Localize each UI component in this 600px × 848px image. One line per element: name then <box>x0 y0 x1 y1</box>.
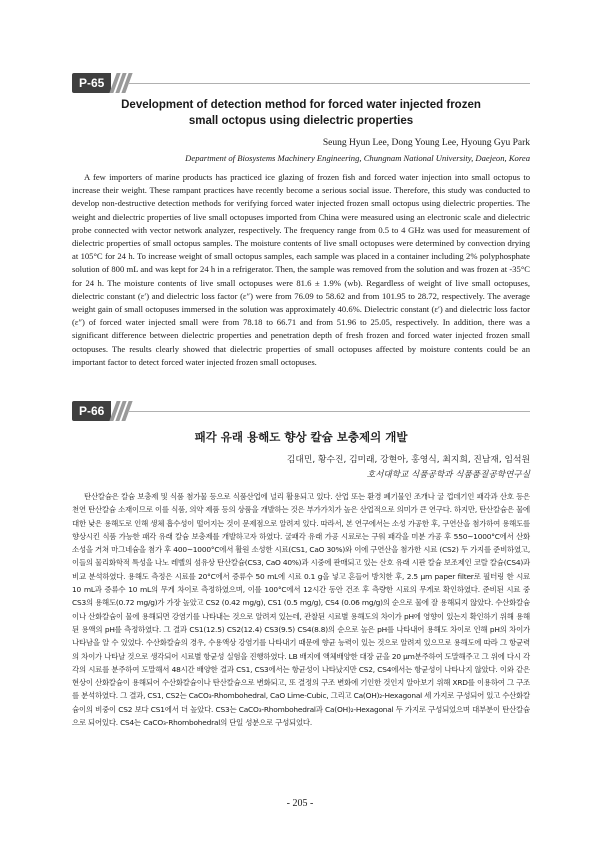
section-divider <box>128 83 530 84</box>
paper-title-line1: Development of detection method for forced water injected frozen <box>121 99 481 111</box>
paper-affiliation: Department of Biosystems Machinery Engineering, Chungnam National University, Daejeon, Korea <box>185 153 530 163</box>
section-tag-p65 <box>72 73 129 93</box>
paper-abstract: A few importers of marine products has practiced ice glazing of frozen fish and forced water injection into small octopus to increase their weight. These rampant practices have recently become a serious social issue. Therefore, this study was conducted to develop non-destructive detection methods for verifying forced water injected frozen small octopus using dielectric properties. The weight and dielectric properties of live small octopuses imported from China were measured using an electronic scale and dielectric probe connected with vector network analyzer, respectively. The frequency range from 0.5 to 4 GHz was used for measurement of dielectric properties of small octopus samples. The moisture contents of live small octopuses were determined by convection drying at 105°C for 24 h. To increase weight of small octopus samples, each sample was placed in a container including 2% polyphosphate solution of 800 mL and was kept for 24 h in a refrigerator. Then, the sample was removed from the solution and was frozen at -35°C for 24 h. The moisture contents of live small octopuses were 81.6 ± 1.9% (wb). Regardless of weight of live small octopuses, dielectric constant (ε′) and dielectric loss factor (ε″) were from 76.09 to 58.62 and from 101.95 to 28.72, respectively. The average weight gain of small octopuses immersed in the solution was approximately 40.6%. Dielectric constant (ε′) and dielectric loss factor (ε″) of forced water injected small were from 78.18 to 66.71 and from 51.96 to 25.05, respectively. In addition, there was a significant difference between dielectric properties and penetration depth of fresh frozen and forced water injected frozen small octopuses. The results clearly showed that dielectric properties of small octopuses affected by moisture contents could be an important factor to detect forced water injected frozen small octopuses. <box>72 172 530 367</box>
paper-affiliation: 호서대학교 식품공학과 식품품질공학연구실 <box>366 470 530 480</box>
tag-stripes-decoration <box>113 73 129 93</box>
section-tag-label: P-66 <box>72 401 111 421</box>
paper-authors: 김대민, 황수진, 김미래, 강현아, 홍영식, 최지희, 진남재, 임석원 <box>286 455 530 465</box>
paper-title <box>72 97 530 129</box>
section-tag-label: P-65 <box>72 73 111 93</box>
section-divider <box>128 411 530 412</box>
paper-title: 패각 유래 용해도 향상 칼슘 보충제의 개발 <box>194 430 408 444</box>
paper-title-line2: small octopus using dielectric properties <box>188 115 414 127</box>
paper-abstract: 탄산칼슘은 칼슘 보충제 및 식품 첨가물 등으로 식품산업에 널리 활용되고 있다. 산업 또는 환경 폐기물인 조개나 굴 껍데기인 패각과 산호 등은 천연 탄산칼슘 소재이므로 이를 식품, 의약 제품 등의 상품을 개발하는 것은 부가가치가 높은 산업적으로 의미가 큰 연구다. 하지만, 탄산칼슘은 물에 대한 낮은 용해도로 인해 생체 흡수성이 떨어지는 것이 문제점으로 알려져 있다. 따라서, 본 연구에서는 소성 가공한 후, 구연산을 첨가하여 용해도를 향상시킨 식품 가능한 패각 유래 칼슘 보충제를 개발하고자 하였다. 굴패각 유래 가공 시료로는 구워 패각을 미분 가공 후 550~1000°C에서 산화 소성을 거쳐 마그네슘을 첨가 후 400~1000°C에서 활원 소성한 시료(CS1, CaO 30%)와 이에 구연산을 첨가한 시료 (CS2) 두 가지를 준비하였고, 이들의 물리화학적 특성을 나노 레벨의 섬유상 탄산칼슘(CS3, CaO 40%)과 시중에 판매되고 있는 산호 유래 시판 칼슘 보조제인 코랄 칼슘(CS4)과 비교 분석하였다. 용해도 측정은 시료를 20°C에서 증류수 50 mL에 시료 0.1 g을 넣고 흔들어 방치한 후, 2.5 μm paper filter로 필터링 한 시료 10 mL과 증류수 10 mL의 무게 차이로 측정하였으며, 이를 100°C에서 12시간 동안 건조 후 측량한 시료의 무게로 확인하였다. 준비된 시료 중 CS3의 용해도(0.72 mg/g)가 가장 높았고 CS2 (0.42 mg/g), CS1 (0.5 mg/g), CS4 (0.06 mg/g)의 순으로 물에 잘 용해되지 않았다. 수산화칼슘이나 산화칼슘이 물에 용해되면 강염기를 나타내는 것으로 알려져 있는데, 관찰된 시료별 용해도의 차이가 pH에 영향이 있는지 확인하기 위해 용해된 용액의 pH를 측정하였다. 그 결과 CS1(12.5) CS2(12.4) CS3(9.5) CS4(8.8)의 순으로 높은 pH를 나타내어 용해도 차이로 인해 pH의 차이가 나타남을 알 수 있었다. 수산화칼슘의 경우, 수용액상 강염기를 나타내기 때문에 향균 능력이 있는 것으로 알려져 있으므로 용해도에 따라 그 항균력의 차이가 나타날 것으로 생각되어 시료별 항균성 실험을 진행하였다. LB 배지에 액체배양한 대장 균을 20 μm분주하여 도말해주고 그 위에 다시 각각의 시료를 분주하여 도말해서 48시간 배양한 결과 CS1, CS3에서는 항균성이 나타났지만 CS2, CS4에서는 항균성이 나타나지 않았다. 이와 같은 현상이 산화칼슘이 용해되어 수산화칼슘이나 탄산칼슘으로 변화되고, 또 결정의 구조 변화에 기인한 것인지 알아보기 위해 XRD를 이용하여 그 구조를 분석하였다. 그 결과, CS1, CS2는 CaCO₃-Rhombohedral, CaO Lime-Cubic, 그리고 Ca(OH)₂-Hexagonal 세 가지로 구성되어 있고 수산화칼슘이의 비중이 CS2 보다 CS1에서 더 높았다. CS3는 CaCO₃-Rhombohedral과 Ca(OH)₂-Hexagonal 두 가지로 구성되었으며 대부분이 탄산칼슘으로 되어있다. CS4는 CaCO₃-Rhombohedral의 단일 성분으로 구성되었다. <box>72 492 530 728</box>
paper-authors: Seung Hyun Lee, Dong Young Lee, Hyoung Gyu Park <box>322 138 530 148</box>
page-number: - 205 - <box>286 798 314 809</box>
section-tag-p66 <box>72 401 129 421</box>
tag-stripes-decoration <box>113 401 129 421</box>
